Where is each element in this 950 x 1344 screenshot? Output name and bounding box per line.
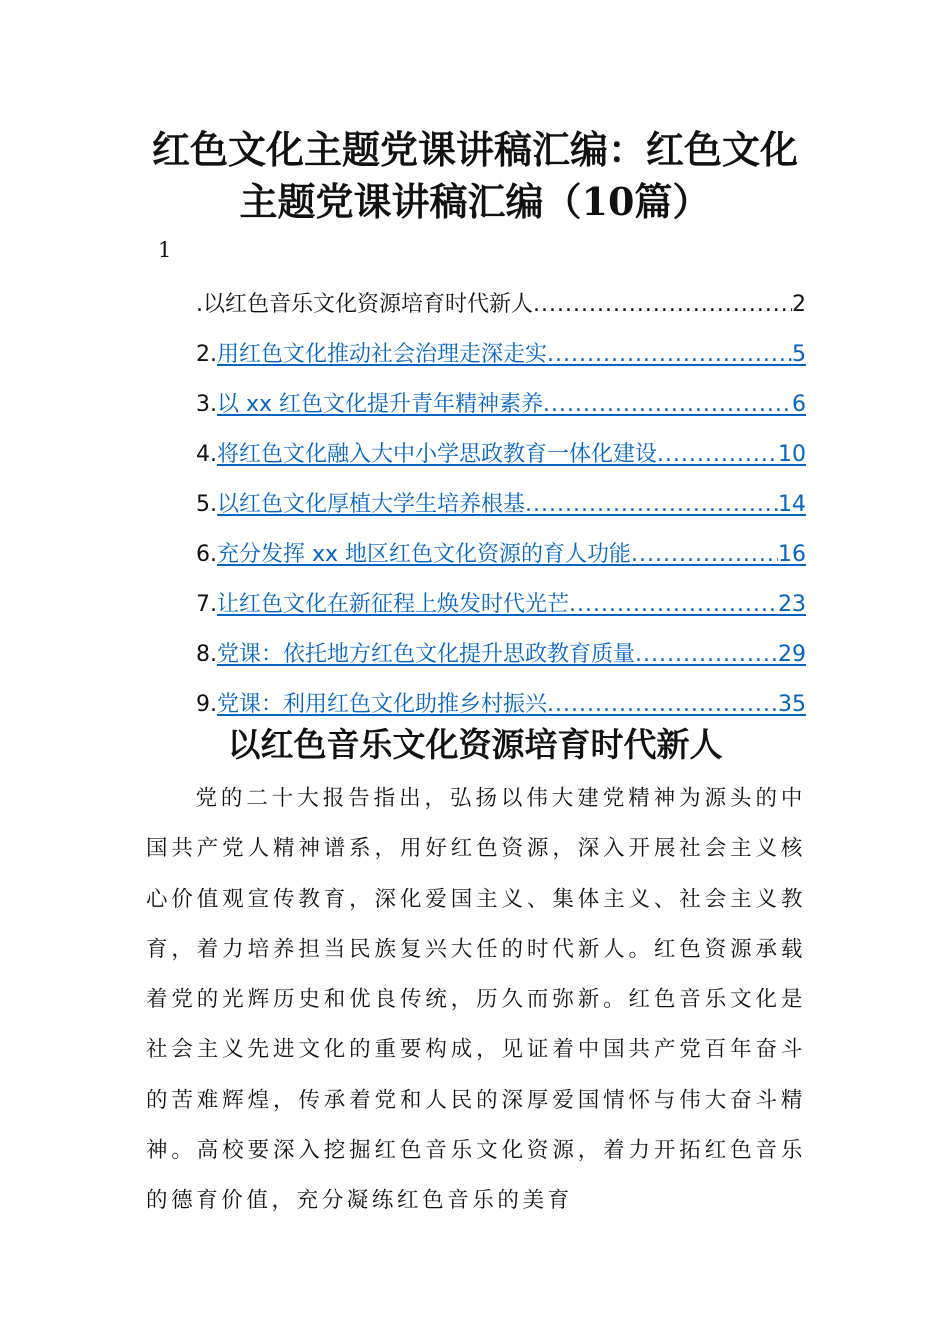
toc-entry-title: 以红色文化厚植大学生培养根基 [217,492,526,517]
toc-entry[interactable] [196,630,806,680]
toc-entry[interactable] [196,580,806,630]
toc-entry-page: 10 [778,442,806,467]
toc-entry-link[interactable] [217,380,806,430]
toc-dot-leader [657,430,778,480]
toc-entry-number: 3. [196,392,217,417]
toc-entry-title: 用红色文化推动社会治理走深走实 [217,342,548,367]
toc-dot-leader [533,280,792,330]
toc-dot-leader [547,330,792,380]
toc-entry-title: 党课：依托地方红色文化提升思政教育质量 [217,642,636,667]
toc-entry-title: 让红色文化在新征程上焕发时代光芒 [217,592,570,617]
toc-entry-page: 2 [792,292,806,317]
toc-entry-title: 以红色音乐文化资源培育时代新人 [203,292,534,317]
toc-entry[interactable] [196,430,806,480]
toc-entry-number: 4. [196,442,217,467]
toc-entry-title: 充分发挥 xx 地区红色文化资源的育人功能 [217,542,632,567]
toc-entry[interactable] [196,480,806,530]
toc-entry-page: 6 [792,392,806,417]
toc-entry-number: 6. [196,542,217,567]
toc-entry-number: 2. [196,342,217,367]
toc-entry-page: 14 [778,492,806,517]
toc-entry-link[interactable] [217,530,806,580]
toc-entry-title: 将红色文化融入大中小学思政教育一体化建设 [217,442,658,467]
toc-entry-link[interactable] [217,630,806,680]
body-paragraph: 党的二十大报告指出，弘扬以伟大建党精神为源头的中国共产党人精神谱系，用好红色资源，深入开展社会主义核心价值观宣传教育，深化爱国主义、集体主义、社会主义教育，着力培养担当民族复兴大任的时代新人。红色资源承载着党的光辉历史和优良传统，历久而弥新。红色音乐文化是社会主义先进文化的重要构成，见证着中国共产党百年奋斗的苦难辉煌，传承着党和人民的深厚爱国情怀与伟大奋斗精神。高校要深入挖掘红色音乐文化资源，着力开拓红色音乐的德育价值，充分凝练红色音乐的美育 [146,786,806,1214]
table-of-contents [196,280,806,730]
document-title: 红色文化主题党课讲稿汇编：红色文化主题党课讲稿汇编（10篇） [151,127,798,224]
toc-entry-link[interactable] [203,280,806,330]
toc-entry-link[interactable] [217,480,806,530]
toc-entry-number: 7. [196,592,217,617]
toc-entry-number: 5. [196,492,217,517]
toc-first-number: 1 [158,238,172,262]
toc-entry[interactable] [196,380,806,430]
toc-entry-title: 党课：利用红色文化助推乡村振兴 [217,692,548,717]
toc-entry-link[interactable] [217,580,806,630]
toc-entry[interactable] [196,330,806,380]
toc-entry-page: 35 [778,692,806,717]
toc-entry-page: 29 [778,642,806,667]
toc-dot-leader [543,380,792,430]
toc-entry-page: 16 [778,542,806,567]
toc-entry[interactable] [196,280,806,330]
toc-entry-page: 5 [792,342,806,367]
toc-entry-page: 23 [778,592,806,617]
toc-entry-number: 9. [196,692,217,717]
toc-dot-leader [525,480,778,530]
toc-dot-leader [635,630,778,680]
toc-entry-number: . [196,292,203,317]
toc-dot-leader [569,580,778,630]
toc-dot-leader [631,530,778,580]
section-heading: 以红色音乐文化资源培育时代新人 [227,725,723,764]
toc-entry-link[interactable] [217,330,806,380]
toc-entry-title: 以 xx 红色文化提升青年精神素养 [217,392,544,417]
toc-entry-number: 8. [196,642,217,667]
toc-entry[interactable] [196,530,806,580]
toc-entry-link[interactable] [217,430,806,480]
